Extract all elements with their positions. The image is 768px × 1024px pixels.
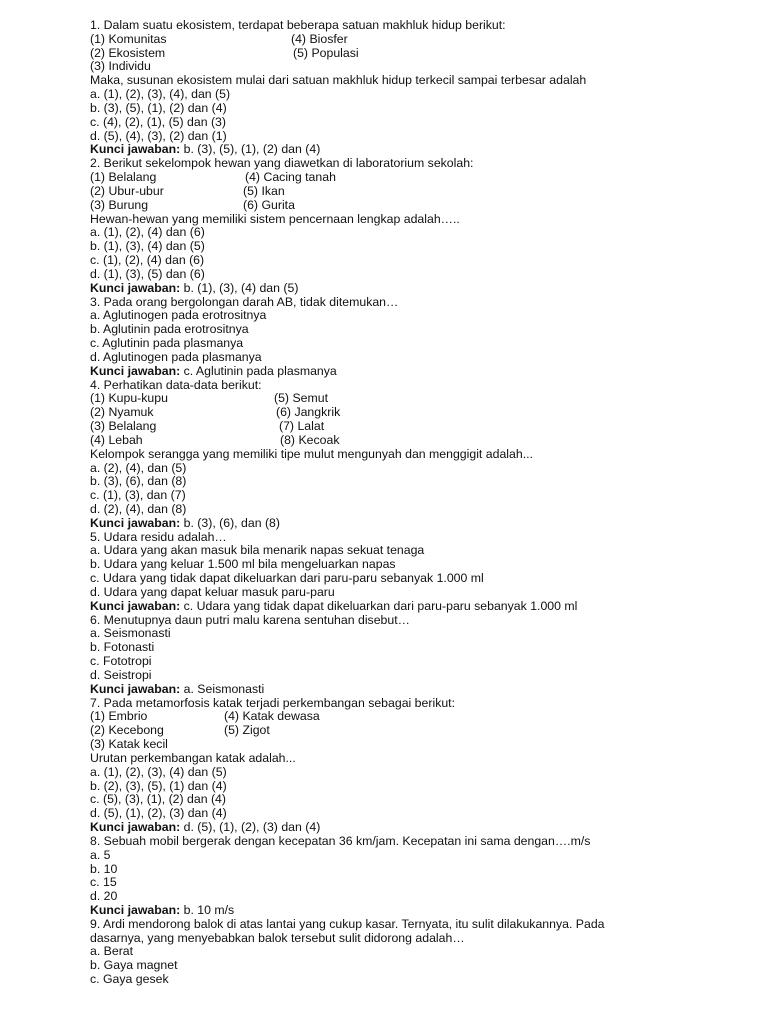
list-item-left: (1) Belalang [90,170,157,185]
list-item-row [90,420,730,434]
answer-key-line [90,365,730,379]
list-item-right: (5) Zigot [224,723,270,738]
list-item-right: (4) Cacing tanah [245,170,336,185]
list-item-left: (3) Burung [90,197,149,212]
text-line: Hewan-hewan yang memiliki sistem pencernaan lengkap adalah….. [90,211,460,226]
text-line: 7. Pada metamorfosis katak terjadi perkembangan sebagai berikut: [90,695,456,710]
answer-key-label: Kunci jawaban: [90,598,181,613]
text-line: 1. Dalam suatu ekosistem, terdapat beberapa satuan makhluk hidup berikut: [90,18,506,32]
list-item-row [90,199,730,213]
list-item-right: (7) Lalat [279,419,325,434]
text-line: (3) Katak kecil [90,737,168,752]
list-item-row [90,710,730,724]
list-item-row [90,185,730,199]
list-item-right: (4) Katak dewasa [224,709,320,724]
text-line: b. Gaya magnet [90,958,178,973]
list-item-right: (5) Ikan [243,183,285,198]
text-line: c. (4), (2), (1), (5) dan (3) [90,114,226,129]
list-item-left: (1) Embrio [90,709,148,724]
text-line: 4. Perhatikan data-data berikut: [90,377,262,392]
text-line: b. 10 [90,861,118,876]
text-line: d. (5), (4), (3), (2) dan (1) [90,128,227,143]
text-line: d. (2), (4), dan (8) [90,501,187,516]
text-line: c. (1), (3), dan (7) [90,488,186,503]
answer-key-label: Kunci jawaban: [90,820,181,835]
text-line: 8. Sebuah mobil bergerak dengan kecepatan 36 km/jam. Kecepatan ini sama dengan….m/s [90,833,591,848]
answer-key-label: Kunci jawaban: [90,142,181,157]
text-line: c. Udara yang tidak dapat dikeluarkan dari paru-paru sebanyak 1.000 ml [90,571,484,586]
list-item-row [90,434,730,448]
list-item-row [90,47,730,61]
text-line: b. Aglutinin pada erotrositnya [90,322,249,337]
answer-key-value: b. (3), (6), dan (8) [180,515,280,530]
list-item-left: (1) Komunitas [90,31,167,46]
text-line: 5. Udara residu adalah… [90,529,227,544]
text-line: 9. Ardi mendorong balok di atas lantai yang cukup kasar. Ternyata, itu sulit dilakukannya. Pada [90,916,605,931]
list-item-right: (6) Gurita [243,197,295,212]
answer-key-label: Kunci jawaban: [90,681,181,696]
list-item-row [90,406,730,420]
answer-key-line [90,282,730,296]
answer-key-line [90,683,730,697]
list-item-left: (2) Ekosistem [90,45,166,60]
list-item-right: (5) Populasi [293,45,359,60]
list-item-right: (4) Biosfer [291,31,348,46]
text-line: b. (3), (5), (1), (2) dan (4) [90,100,227,115]
answer-key-line [90,904,730,918]
text-line: a. Seismonasti [90,626,171,641]
text-line: a. Berat [90,944,134,959]
answer-key-label: Kunci jawaban: [90,515,181,530]
text-line: d. 20 [90,889,118,904]
list-item-left: (4) Lebah [90,432,143,447]
text-line: b. Fotonasti [90,640,155,655]
list-item-left: (3) Belalang [90,419,157,434]
text-line: a. (1), (2), (3), (4), dan (5) [90,87,231,102]
text-line: c. Fototropi [90,654,152,669]
text-line: b. (1), (3), (4) dan (5) [90,239,205,254]
text-line: c. Aglutinin pada plasmanya [90,336,244,351]
list-item-row [90,724,730,738]
answer-key-value: b. 10 m/s [180,903,235,917]
text-line: Kelompok serangga yang memiliki tipe mulut mengunyah dan menggigit adalah... [90,446,533,461]
list-item-left: (2) Ubur-ubur [90,183,164,198]
text-line: 2. Berikut sekelompok hewan yang diawetkan di laboratorium sekolah: [90,156,474,171]
answer-key-line [90,143,730,157]
text-line: 3. Pada orang bergolongan darah AB, tidak ditemukan… [90,294,399,309]
text-line: a. (1), (2), (3), (4) dan (5) [90,764,227,779]
answer-key-value: b. (3), (5), (1), (2) dan (4) [180,142,321,157]
text-line: a. 5 [90,847,111,862]
answer-key-label: Kunci jawaban: [90,903,181,917]
answer-key-value: b. (1), (3), (4) dan (5) [180,280,299,295]
text-line: d. (1), (3), (5) dan (6) [90,266,205,281]
answer-key-label: Kunci jawaban: [90,363,181,378]
answer-key-value: c. Aglutinin pada plasmanya [180,363,337,378]
answer-key-value: d. (5), (1), (2), (3) dan (4) [180,820,321,835]
text-line: d. Udara yang dapat keluar masuk paru-paru [90,584,335,599]
text-line: 6. Menutupnya daun putri malu karena sentuhan disebut… [90,612,410,627]
list-item-right: (6) Jangkrik [276,405,341,420]
list-item-right: (5) Semut [274,391,328,406]
text-line: dasarnya, yang menyebabkan balok tersebut sulit didorong adalah… [90,930,465,945]
text-line: Urutan perkembangan katak adalah... [90,750,296,765]
list-item-left: (2) Kecebong [90,723,164,738]
answer-key-line [90,600,730,614]
list-item-left: (2) Nyamuk [90,405,154,420]
text-line: a. Udara yang akan masuk bila menarik napas sekuat tenaga [90,543,425,558]
text-line: (3) Individu [90,59,151,74]
list-item-row [90,33,730,47]
text-line: a. (2), (4), dan (5) [90,460,187,475]
list-item-left: (1) Kupu-kupu [90,391,168,406]
text-line: c. (5), (3), (1), (2) dan (4) [90,792,226,807]
answer-key-value: c. Udara yang tidak dapat dikeluarkan dari paru-paru sebanyak 1.000 ml [180,598,578,613]
text-line: c. 15 [90,875,117,890]
answer-key-value: a. Seismonasti [180,681,265,696]
text-line: a. (1), (2), (4) dan (6) [90,225,205,240]
text-line: a. Aglutinogen pada erotrositnya [90,308,267,323]
answer-key-line [90,517,730,531]
list-item-right: (8) Kecoak [280,432,340,447]
text-line: b. Udara yang keluar 1.500 ml bila mengeluarkan napas [90,557,396,572]
text-line: b. (3), (6), dan (8) [90,474,187,489]
text-line: c. Gaya gesek [90,972,169,987]
text-line: b. (2), (3), (5), (1) dan (4) [90,778,227,793]
answer-key-label: Kunci jawaban: [90,280,181,295]
document-page [90,19,730,987]
text-line: d. (5), (1), (2), (3) dan (4) [90,806,227,821]
text-line: d. Seistropi [90,667,152,682]
text-line: c. (1), (2), (4) dan (6) [90,253,205,268]
list-item-row [90,392,730,406]
text-line: Maka, susunan ekosistem mulai dari satuan makhluk hidup terkecil sampai terbesar adalah [90,73,587,88]
text-line: d. Aglutinogen pada plasmanya [90,349,262,364]
list-item-row [90,171,730,185]
answer-key-line [90,821,730,835]
